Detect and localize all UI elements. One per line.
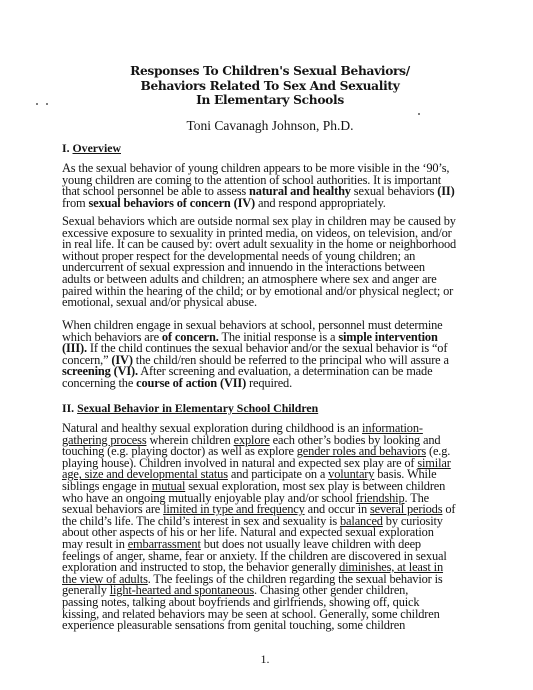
bold-text: (IV) xyxy=(233,195,256,210)
text-run: wherein children xyxy=(146,432,234,447)
text-line xyxy=(62,620,514,632)
text-run: When children engage in sexual behaviors at school, personnel must determine xyxy=(62,318,443,332)
page-number: 1. xyxy=(260,652,270,666)
bold-text: course of action xyxy=(136,375,218,390)
title-line: In Elementary Schools xyxy=(196,93,344,107)
paragraph xyxy=(62,216,514,309)
text-run: that school personnel be able to assess xyxy=(62,184,250,199)
bold-text: (VII) xyxy=(219,375,247,390)
text-run: sexual behaviors are xyxy=(62,502,164,517)
bold-text: (II) xyxy=(437,184,455,199)
underlined-text: balanced xyxy=(340,513,383,528)
underlined-text: diminishes, at least in xyxy=(339,560,444,575)
bold-text: (IV) xyxy=(111,352,133,367)
text-run: . The xyxy=(404,490,430,505)
underlined-text: embarrassment xyxy=(127,536,201,551)
text-run: basis. While xyxy=(374,467,437,482)
text-run: undercurrent of sexual expression and innuendo in the interactions between xyxy=(62,260,425,275)
underlined-text: age, size and developmental status xyxy=(62,467,228,482)
text-run: young children are coming to the attention of school authorities. It is important xyxy=(62,172,442,187)
text-run: about other aspects of his or her life. Natural and expected sexual exploration xyxy=(62,525,434,540)
section-number: I. xyxy=(62,141,70,155)
text-run: from xyxy=(62,195,89,210)
paragraph xyxy=(62,320,514,390)
underlined-text: the view of adults xyxy=(62,571,148,586)
text-run: sexual behaviors xyxy=(350,184,438,199)
underlined-text: friendship xyxy=(355,490,405,505)
scan-speck xyxy=(46,103,48,105)
text-line xyxy=(62,375,514,390)
bold-text: natural and healthy xyxy=(249,184,351,199)
text-run: Sexual behaviors which are outside normal sex play in children may be caused by xyxy=(62,214,456,228)
text-run: siblings engage in xyxy=(62,478,152,493)
text-run: and participate on a xyxy=(227,467,329,482)
text-run: and occur in xyxy=(304,502,370,517)
text-run: may result in xyxy=(62,536,128,551)
text-run: of xyxy=(442,502,456,517)
text-run: in real life. It can be caused by: overt adult sexuality in the home or neighborhood xyxy=(62,237,457,252)
underlined-text: similar xyxy=(417,455,451,470)
section-label: Sexual Behavior in Elementary School Children xyxy=(77,401,319,415)
text-run: required. xyxy=(246,375,293,390)
text-run: Natural and healthy sexual exploration during childhood is an xyxy=(62,421,363,435)
text-run: exploration and instructed to stop, the behavior generally xyxy=(62,560,340,575)
text-run: each other’s bodies by looking and xyxy=(269,432,441,447)
document-title xyxy=(100,64,440,108)
underlined-text: voluntary xyxy=(328,467,375,482)
underlined-text: information- xyxy=(362,421,423,435)
text-run: who have an ongoing mutually enjoyable play and/or school xyxy=(62,490,356,505)
paragraph xyxy=(62,163,514,209)
text-run: adults or between adults and children; an atmosphere where sex and anger are xyxy=(62,271,437,286)
text-run: After screening and evaluation, a determination can be made xyxy=(137,364,433,379)
bold-text: sexual behaviors of concern xyxy=(88,195,231,210)
underlined-text: gathering process xyxy=(62,432,147,447)
author-name: Toni Cavanagh Johnson, Ph.D. xyxy=(186,118,354,133)
bold-text: screening (VI). xyxy=(62,364,138,379)
text-run: playing house). Children involved in natural and expected sex play are of xyxy=(62,455,418,470)
text-run: If the child continues the sexual behavior and/or the sexual behavior is “of xyxy=(86,341,448,356)
text-run: passing notes, talking about boyfriends and girlfriends, showing off, quick xyxy=(62,594,420,609)
text-run: (e.g. xyxy=(426,444,451,459)
underlined-text: limited in type and frequency xyxy=(163,502,305,517)
text-run: concerning the xyxy=(62,375,137,390)
section-number: II. xyxy=(62,401,75,415)
text-run: The initial response is a xyxy=(218,329,339,344)
text-run: feelings of anger, shame, fear or anxiety. If the children are discovered in sexual xyxy=(62,548,447,563)
section-heading-behavior xyxy=(62,401,318,416)
title-line: Responses To Children's Sexual Behaviors/ xyxy=(130,64,410,78)
text-run: concern,” xyxy=(62,352,112,367)
text-run: which behaviors are xyxy=(62,329,162,344)
underlined-text: explore xyxy=(233,432,270,447)
text-run: by curiosity xyxy=(382,513,443,528)
text-run: paired within the hearing of the child; or by emotional and/or physical neglect; or xyxy=(62,283,454,298)
scan-speck xyxy=(36,103,38,105)
text-run: experience pleasurable sensations from genital touching, some children xyxy=(62,618,406,633)
bold-text: of concern. xyxy=(161,329,219,344)
bold-text: (III). xyxy=(62,341,87,356)
text-run: kissing, and related behaviors may be seen at school. Generally, some children xyxy=(62,606,440,621)
text-run: the child/ren should be referred to the principal who will assure a xyxy=(132,352,449,367)
section-label: Overview xyxy=(72,141,121,155)
text-run: As the sexual behavior of young children appears to be more visible in the ‘90’s, xyxy=(62,161,450,175)
underlined-text: mutual xyxy=(151,478,186,493)
title-line: Behaviors Related To Sex And Sexuality xyxy=(140,78,400,93)
text-run: . Chasing other gender children, xyxy=(254,583,409,598)
text-run: emotional, sexual and/or physical abuse. xyxy=(62,295,257,310)
text-run: sexual exploration, most sex play is between children xyxy=(185,478,446,493)
text-run: the child’s life. The child’s interest in sex and sexuality is xyxy=(62,513,341,528)
text-run: generally xyxy=(62,583,110,598)
text-line xyxy=(62,195,514,210)
underlined-text: several periods xyxy=(369,502,443,517)
text-line xyxy=(62,297,514,309)
text-run: without proper respect for the developmental needs of young children; an xyxy=(62,248,416,263)
text-run: and respond appropriately. xyxy=(255,195,386,210)
text-run: . The feelings of the children regarding the sexual behavior is xyxy=(147,571,443,586)
text-run: excessive exposure to sexuality in printed media, on videos, on television, and/or xyxy=(62,225,452,240)
underlined-text: gender roles and behaviors xyxy=(296,444,427,459)
section-heading-overview xyxy=(62,141,121,156)
bold-text: simple intervention xyxy=(338,329,438,344)
paragraph xyxy=(62,423,514,632)
text-run: touching (e.g. playing doctor) as well as explore xyxy=(62,444,297,459)
text-run: but does not usually leave children with deep xyxy=(200,536,421,551)
underlined-text: light-hearted and spontaneous xyxy=(109,583,254,598)
scan-speck xyxy=(418,113,420,115)
